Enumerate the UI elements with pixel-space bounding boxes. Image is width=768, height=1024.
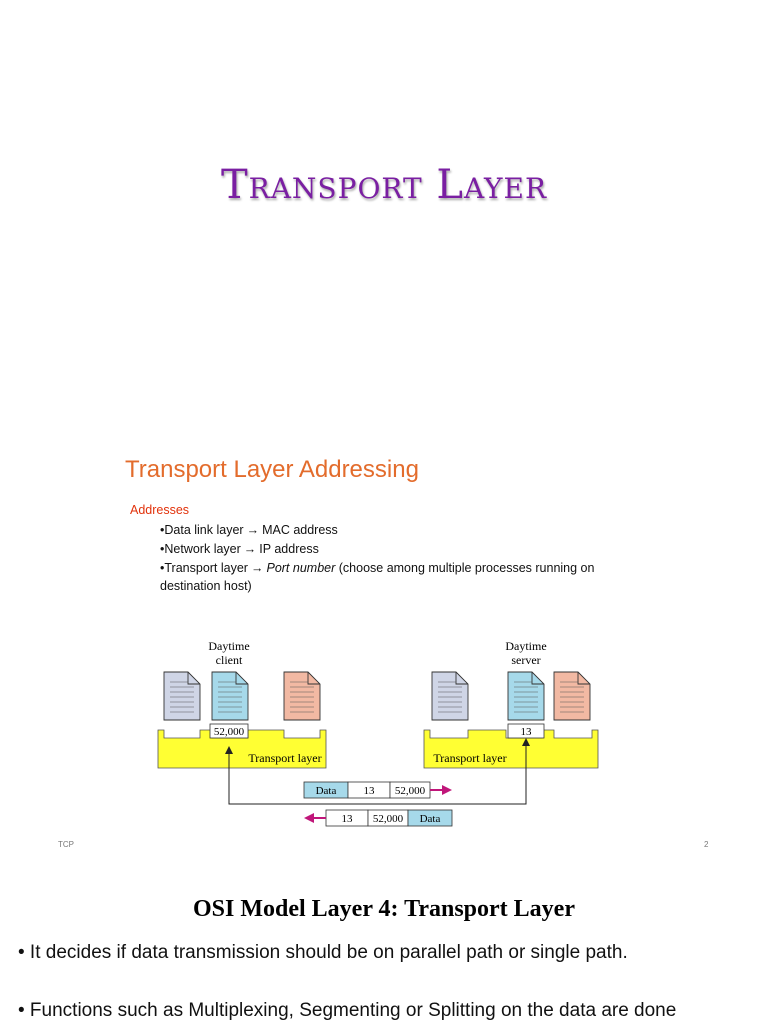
packet-out-src-port: 52,000 <box>394 785 426 797</box>
server-label-1: Daytime <box>505 639 547 653</box>
packet-back-data: Data <box>419 813 441 825</box>
client-port: 52,000 <box>213 726 245 738</box>
arrow-left-icon <box>304 813 314 823</box>
bullet-prefix: •Transport layer <box>160 561 248 575</box>
client-label-2: client <box>215 653 243 667</box>
process-document-icon <box>164 672 200 720</box>
server-layer-label: Transport layer <box>433 751 507 765</box>
slide-page-number: 2 <box>704 840 709 849</box>
bullet-suffix: (choose among multiple processes running on <box>338 561 595 575</box>
arrow-icon: → <box>243 542 257 556</box>
packet-back-dest-port: 52,000 <box>372 813 404 825</box>
bullet-suffix: IP address <box>259 542 319 556</box>
client-document-icon <box>212 672 248 720</box>
slide-title: Transport Layer Addressing <box>125 456 419 483</box>
server-port: 13 <box>520 726 532 738</box>
arrow-right-icon <box>442 785 452 795</box>
bullet-transport <box>160 560 594 577</box>
slide-footer-left: TCP <box>58 840 74 849</box>
process-document-icon <box>284 672 320 720</box>
packet-out-dest-port: 13 <box>363 785 375 797</box>
bullet-suffix: MAC address <box>262 523 338 537</box>
section-heading: OSI Model Layer 4: Transport Layer <box>193 896 575 922</box>
packet-back-src-port: 13 <box>341 813 353 825</box>
arrow-icon: → <box>250 561 264 575</box>
client-layer-label: Transport layer <box>248 751 322 765</box>
bullet-data-link <box>160 522 338 539</box>
bullet-italic: Port number <box>266 561 336 575</box>
list-item: • Functions such as Multiplexing, Segmenting or Splitting on the data are done <box>18 1000 677 1021</box>
packet-out-data: Data <box>315 785 337 797</box>
server-document-icon <box>508 672 544 720</box>
addresses-label: Addresses <box>130 503 190 517</box>
server-label-2: server <box>511 653 541 667</box>
process-document-icon <box>554 672 590 720</box>
addressing-diagram <box>150 632 610 832</box>
client-label-1: Daytime <box>208 639 250 653</box>
arrow-icon: → <box>246 523 260 537</box>
bullet-network <box>160 541 319 558</box>
process-document-icon <box>432 672 468 720</box>
bullet-continuation: destination host) <box>160 579 252 593</box>
bullet-prefix: •Network layer <box>160 542 241 556</box>
bullet-prefix: •Data link layer <box>160 523 244 537</box>
page-title: Transport Layer <box>220 162 548 208</box>
list-item: • It decides if data transmission should be on parallel path or single path. <box>18 942 628 963</box>
